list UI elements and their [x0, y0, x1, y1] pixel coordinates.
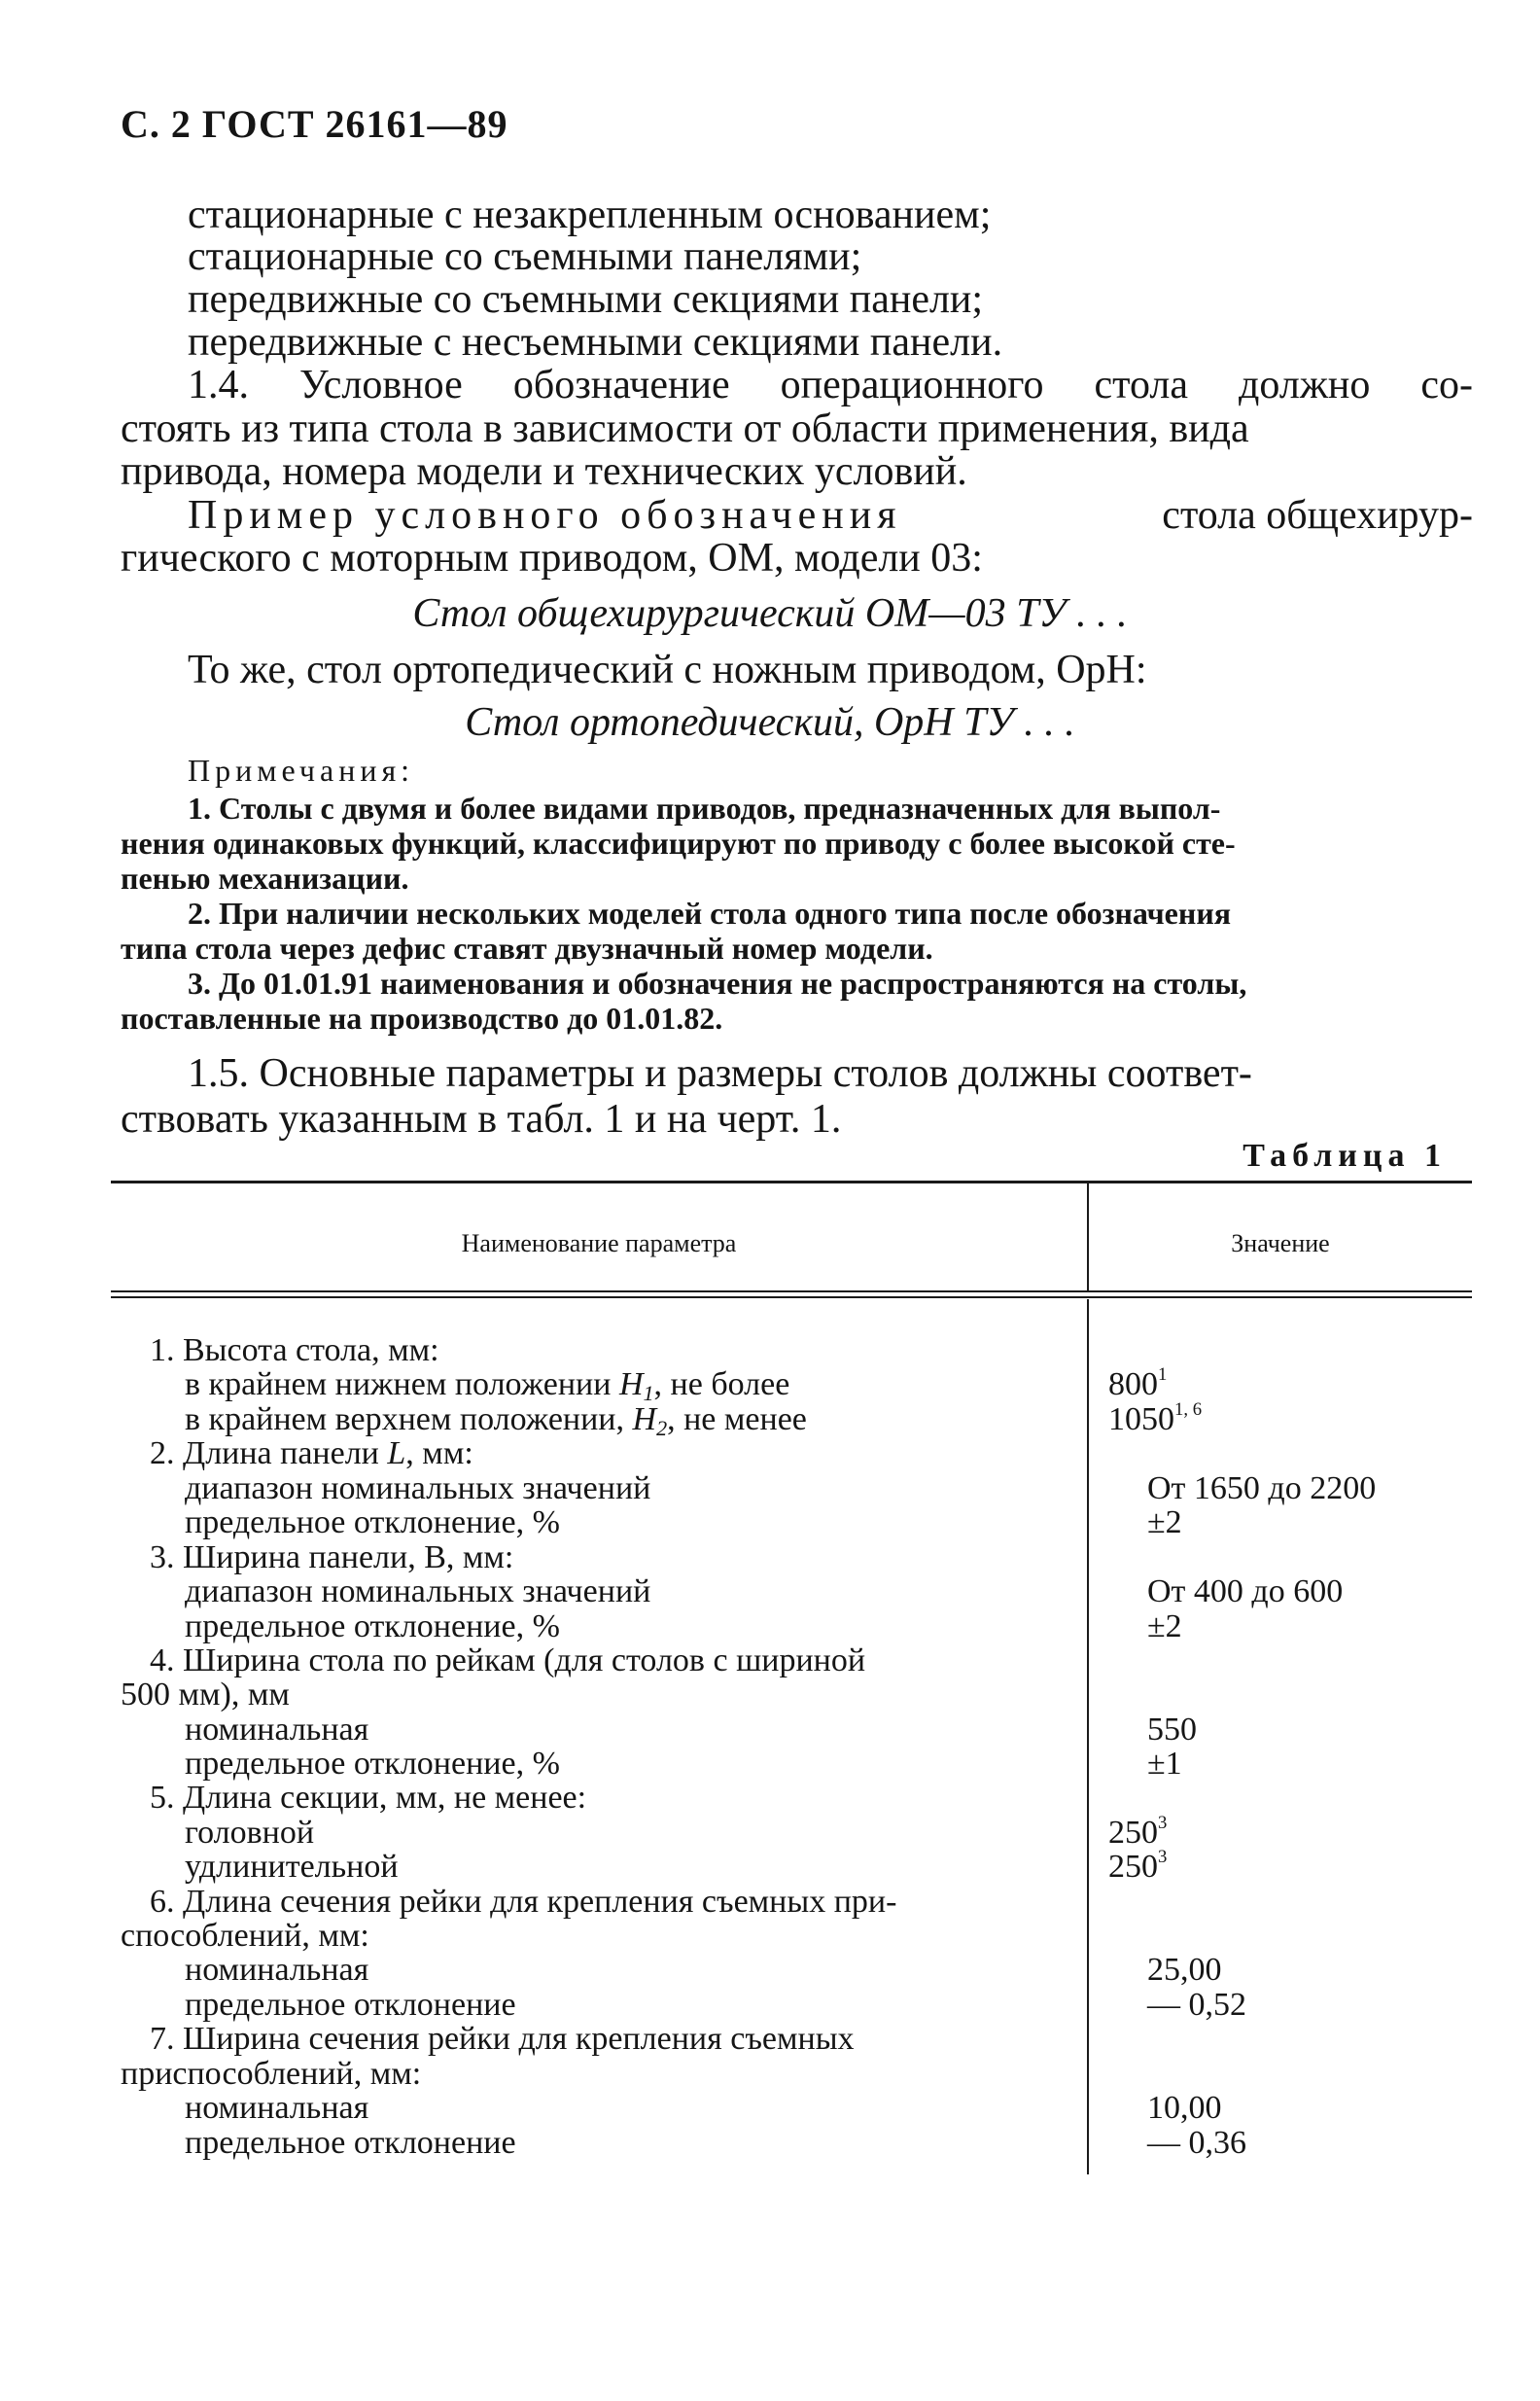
row-value: $250^3$ [1108, 1813, 1168, 1851]
table-title: Таблица 1 [1242, 1138, 1447, 1174]
row-parameter: номинальная [185, 1712, 369, 1748]
row-value: От 400 до 600 [1147, 1573, 1344, 1609]
word: стола [1094, 363, 1189, 407]
row-parameter: предельное отклонение, % [185, 1746, 560, 1782]
row-parameter: предельное отклонение [185, 1987, 516, 2023]
list-item: стационарные с незакрепленным основанием; [188, 193, 992, 237]
row-parameter: 1. Высота стола, мм: [150, 1332, 439, 1368]
row-parameter: удлинительной [185, 1849, 399, 1885]
clause-1-4-line: привода, номера модели и технических условий. [121, 449, 967, 494]
row-value: $250^3$ [1108, 1847, 1168, 1885]
clause-number: 1.4. [188, 363, 249, 407]
row-parameter: в крайнем нижнем положении $H_1$, не более [185, 1366, 790, 1405]
row-parameter: диапазон номинальных значений [185, 1470, 651, 1506]
row-value: 1050$^{1, 6}$ [1108, 1399, 1203, 1437]
list-item: передвижные со съемными секциями панели; [188, 277, 984, 322]
note-line: пенью механизации. [121, 861, 409, 896]
row-parameter: диапазон номинальных значений [185, 1573, 651, 1609]
word: должно [1239, 363, 1371, 407]
row-value: ±2 [1147, 1504, 1182, 1540]
row-parameter: предельное отклонение, % [185, 1608, 560, 1644]
word: со- [1420, 363, 1473, 407]
row-value: От 1650 до 2200 [1147, 1470, 1377, 1506]
row-value: — 0,36 [1147, 2125, 1246, 2161]
note-line: поставленные на производство до 01.01.82. [121, 1001, 723, 1036]
row-parameter: 7. Ширина сечения рейки для крепления съемных [150, 2021, 855, 2057]
variable-symbol: L [387, 1435, 406, 1471]
variable-subscript: 1 [643, 1381, 654, 1405]
row-parameter: приспособлений, мм: [121, 2056, 422, 2092]
clause-1-4-line: стоять из типа стола в зависимости от области применения, вида [121, 406, 1249, 451]
list-item: стационарные со съемными панелями; [188, 234, 862, 279]
notes-title: Примечания: [188, 753, 415, 788]
row-parameter: головной [185, 1815, 315, 1851]
column-header-parameter: Наименование параметра [461, 1229, 737, 1257]
example-text: стола общехирур- [1162, 493, 1473, 538]
example-line: То же, стол ортопедический с ножным приводом, ОрН: [188, 648, 1147, 692]
table-header-rule [111, 1290, 1472, 1292]
row-parameter: способлений, мм: [121, 1918, 369, 1954]
row-parameter: 6. Длина сечения рейки для крепления съемных при- [150, 1884, 897, 1920]
list-item: передвижные с несъемными секциями панели. [188, 320, 1003, 365]
footnote-reference: 3 [1158, 1847, 1168, 1867]
note-line: нения одинаковых функций, классифицируют по приводу с более высокой сте- [121, 826, 1236, 861]
row-value: — 0,52 [1147, 1987, 1246, 2023]
footnote-reference: 1 [1158, 1364, 1168, 1385]
designation-example: Стол общехирургический ОМ—03 ТУ . . . [412, 591, 1128, 636]
row-value: 550 [1147, 1712, 1197, 1748]
note-line: 2. При наличии нескольких моделей стола одного типа после обозначения [188, 896, 1232, 931]
table-header-rule [111, 1296, 1472, 1298]
clause-1-5-line: 1.5. Основные параметры и размеры столов должны соответ- [188, 1051, 1252, 1096]
row-parameter: 2. Длина панели L, мм: [150, 1435, 473, 1471]
footnote-reference: 3 [1158, 1813, 1168, 1833]
example-line [188, 495, 1473, 536]
row-value: $800^1$ [1108, 1364, 1168, 1402]
row-parameter: предельное отклонение, % [185, 1504, 560, 1540]
table-top-rule [111, 1181, 1472, 1183]
row-parameter: 3. Ширина панели, В, мм: [150, 1539, 514, 1575]
row-value: 25,00 [1147, 1952, 1222, 1988]
clause-1-5-line: ствовать указанным в табл. 1 и на черт. 1. [121, 1097, 842, 1142]
note-line: типа стола через дефис ставят двузначный номер модели. [121, 931, 933, 966]
variable-symbol: $H_1$ [618, 1366, 654, 1405]
designation-example: Стол ортопедический, ОрН ТУ . . . [465, 700, 1075, 745]
word: обозначение [512, 363, 730, 407]
row-parameter: 4. Ширина стола по рейкам (для столов с шириной [150, 1642, 866, 1678]
row-parameter: предельное отклонение [185, 2125, 516, 2161]
row-parameter: 500 мм), мм [121, 1677, 290, 1712]
example-line: гического с моторным приводом, ОМ, модели 03: [121, 536, 983, 581]
row-parameter: в крайнем верхнем положении, $H_2$, не менее [185, 1401, 807, 1440]
column-header-value: Значение [1231, 1229, 1330, 1257]
row-value: ±1 [1147, 1746, 1182, 1782]
note-line: 3. До 01.01.91 наименования и обозначения не распространяются на столы, [188, 966, 1247, 1001]
clause-1-4-line [188, 365, 1473, 406]
example-spaced-phrase: Пример условного обозначения [188, 493, 902, 538]
row-parameter: номинальная [185, 2090, 369, 2126]
row-parameter: 5. Длина секции, мм, не менее: [150, 1780, 587, 1816]
row-parameter: номинальная [185, 1952, 369, 1988]
footnote-reference: 1, 6 [1174, 1399, 1203, 1420]
word: Условное [299, 363, 463, 407]
row-value: ±2 [1147, 1608, 1182, 1644]
word: операционного [780, 363, 1044, 407]
variable-subscript: 2 [656, 1416, 668, 1440]
page-header: С. 2 ГОСТ 26161—89 [121, 102, 508, 146]
row-value: 10,00 [1147, 2090, 1222, 2126]
table-body-divider [1087, 1299, 1089, 2174]
note-line: 1. Столы с двумя и более видами приводов, предназначенных для выпол- [188, 791, 1221, 826]
variable-symbol: $H_2$ [632, 1401, 668, 1440]
